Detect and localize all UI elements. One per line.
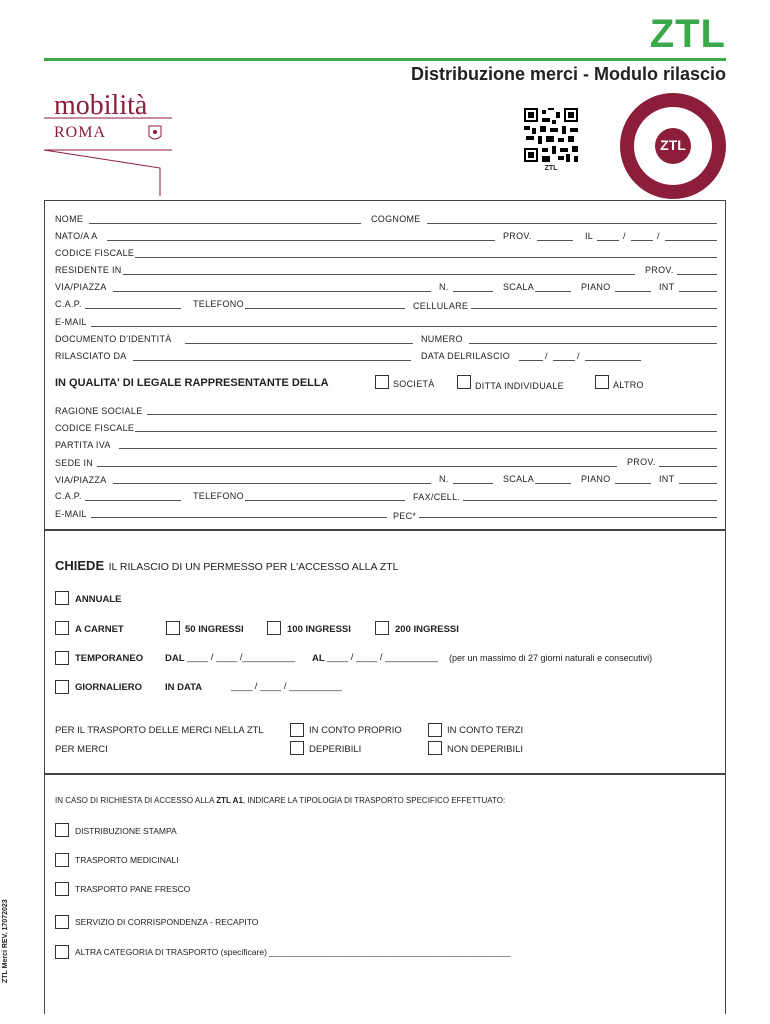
company-scala-field[interactable] <box>535 483 571 484</box>
al-label: AL <box>312 653 325 664</box>
telefono-label: TELEFONO <box>193 299 244 309</box>
trasporto-pane-label: TRASPORTO PANE FRESCO <box>75 884 191 894</box>
deperibili-label: DEPERIBILI <box>309 744 362 755</box>
corrispondenza-label: SERVIZIO DI CORRISPONDENZA - RECAPITO <box>75 917 259 927</box>
distribuzione-stampa-checkbox[interactable] <box>55 823 69 837</box>
company-email-label: E-MAIL <box>55 509 87 519</box>
ztl-a1-intro-pre: IN CASO DI RICHIESTA DI ACCESSO ALLA <box>55 796 217 805</box>
deperibili-checkbox[interactable] <box>290 741 304 755</box>
carnet-200-label: 200 INGRESSI <box>395 624 459 635</box>
distribuzione-stampa-label: DISTRIBUZIONE STAMPA <box>75 826 177 836</box>
temporaneo-checkbox[interactable] <box>55 651 69 665</box>
sede-in-label: SEDE IN <box>55 458 94 468</box>
rilasciato-field[interactable] <box>133 360 411 361</box>
ditta-individuale-label: DITTA INDIVIDUALE <box>475 381 564 391</box>
conto-terzi-checkbox[interactable] <box>428 723 442 737</box>
cap-field[interactable] <box>85 308 181 309</box>
al-date-field[interactable]: ____ / ____ / __________ <box>327 652 438 663</box>
prov-label: PROV. <box>503 231 532 241</box>
logo-frame-icon <box>44 88 184 200</box>
data-rilascio-label: DATA DELRILASCIO <box>421 351 510 361</box>
via-piazza-field[interactable] <box>113 291 431 292</box>
birth-day-field[interactable] <box>597 240 619 241</box>
giornaliero-checkbox[interactable] <box>55 680 69 694</box>
a-carnet-label: A CARNET <box>75 624 124 635</box>
ztl-brand-text: ZTL <box>649 12 726 56</box>
qualita-heading: IN QUALITA' DI LEGALE RAPPRESENTANTE DELLA <box>55 377 329 389</box>
codice-fiscale-label: CODICE FISCALE <box>55 248 135 258</box>
trasporto-medicinali-label: TRASPORTO MEDICINALI <box>75 855 179 865</box>
company-n-label: N. <box>439 474 449 484</box>
trasporto-medicinali-checkbox[interactable] <box>55 853 69 867</box>
company-codice-fiscale-field[interactable] <box>135 431 717 432</box>
via-piazza-label: VIA/PIAZZA <box>55 282 107 292</box>
altro-label: ALTRO <box>613 380 644 390</box>
scala-label: SCALA <box>503 282 535 292</box>
company-via-field[interactable] <box>113 483 431 484</box>
fax-field[interactable] <box>463 500 717 501</box>
conto-proprio-checkbox[interactable] <box>290 723 304 737</box>
company-telefono-field[interactable] <box>245 500 405 501</box>
non-deperibili-checkbox[interactable] <box>428 741 442 755</box>
residente-field[interactable] <box>123 274 635 275</box>
date-separator: / <box>623 231 626 241</box>
ztl-a1-intro <box>55 796 505 805</box>
altra-categoria-label[interactable]: ALTRA CATEGORIA DI TRASPORTO (specificare) ___________________________________________________ <box>75 947 511 957</box>
partita-iva-field[interactable] <box>119 448 717 449</box>
merci-label: PER MERCI <box>55 744 108 755</box>
request-section <box>44 530 726 774</box>
civic-number-field[interactable] <box>453 291 493 292</box>
revision-label: ZTL Merci REV. 17072023 <box>2 899 9 983</box>
carnet-100-checkbox[interactable] <box>267 621 281 635</box>
societa-label: SOCIETÀ <box>393 379 435 389</box>
numero-label: NUMERO <box>421 334 463 344</box>
prov-label: PROV. <box>645 265 674 275</box>
request-heading-text: IL RILASCIO DI UN PERMESSO PER L'ACCESSO ALLA ZTL <box>108 561 399 573</box>
company-civic-field[interactable] <box>453 483 493 484</box>
birth-month-field[interactable] <box>631 240 653 241</box>
residente-label: RESIDENTE IN <box>55 265 122 275</box>
company-cap-field[interactable] <box>85 500 181 501</box>
residente-prov-field[interactable] <box>677 274 717 275</box>
logo-city: ROMA <box>54 124 107 141</box>
a-carnet-checkbox[interactable] <box>55 621 69 635</box>
carnet-200-checkbox[interactable] <box>375 621 389 635</box>
email-label: E-MAIL <box>55 317 87 327</box>
conto-proprio-label: IN CONTO PROPRIO <box>309 725 402 736</box>
company-int-label: INT <box>659 474 675 484</box>
annuale-checkbox[interactable] <box>55 591 69 605</box>
header-rule <box>44 58 726 61</box>
qr-code-icon <box>524 108 578 162</box>
nato-a-label: NATO/A A <box>55 231 98 241</box>
sede-in-field[interactable] <box>97 466 617 467</box>
altra-categoria-checkbox[interactable] <box>55 945 69 959</box>
document-title: Distribuzione merci - Modulo rilascio <box>410 64 726 84</box>
date-separator: / <box>577 351 580 361</box>
conto-terzi-label: IN CONTO TERZI <box>447 725 524 736</box>
ztl-a1-section <box>44 774 726 1014</box>
nome-label: NOME <box>55 214 84 224</box>
altro-checkbox[interactable] <box>595 375 609 389</box>
company-int-field[interactable] <box>679 483 717 484</box>
mobilita-roma-logo <box>44 88 184 200</box>
giornaliero-label: GIORNALIERO <box>75 682 143 693</box>
ditta-individuale-checkbox[interactable] <box>457 375 471 389</box>
request-heading <box>55 557 398 575</box>
dal-date-field[interactable]: ____ / ____ /__________ <box>187 652 296 663</box>
trasporto-label: PER IL TRASPORTO DELLE MERCI NELLA ZTL <box>55 725 264 736</box>
cap-label: C.A.P. <box>55 299 82 309</box>
prov-field[interactable] <box>537 240 573 241</box>
cognome-label: COGNOME <box>371 214 421 224</box>
date-separator: / <box>545 351 548 361</box>
carnet-50-checkbox[interactable] <box>166 621 180 635</box>
date-separator: / <box>657 231 660 241</box>
birth-year-field[interactable] <box>665 240 717 241</box>
ztl-a1-intro-bold: ZTL A1 <box>216 796 243 805</box>
dal-label: DAL <box>165 653 185 664</box>
non-deperibili-label: NON DEPERIBILI <box>447 744 524 755</box>
ragione-sociale-field[interactable] <box>147 414 717 415</box>
company-prov-field[interactable] <box>659 466 717 467</box>
temporaneo-label: TEMPORANEO <box>75 653 144 664</box>
company-telefono-label: TELEFONO <box>193 491 244 501</box>
pec-field[interactable] <box>419 517 717 518</box>
piano-field[interactable] <box>615 291 651 292</box>
ztl-sign-text: ZTL <box>660 137 686 153</box>
documento-field[interactable] <box>185 343 413 344</box>
documento-label: DOCUMENTO D'IDENTITÀ <box>55 334 172 344</box>
giornaliero-date-field[interactable]: ____ / ____ / __________ <box>231 681 342 692</box>
interno-field[interactable] <box>679 291 717 292</box>
in-data-label: IN DATA <box>165 682 203 693</box>
cognome-field[interactable] <box>427 223 717 224</box>
corrispondenza-checkbox[interactable] <box>55 915 69 929</box>
il-label: IL <box>585 231 594 241</box>
piano-label: PIANO <box>581 282 611 292</box>
company-piano-label: PIANO <box>581 474 611 484</box>
company-via-label: VIA/PIAZZA <box>55 475 107 485</box>
company-email-field[interactable] <box>91 517 387 518</box>
cellulare-field[interactable] <box>471 308 717 309</box>
rilascio-year-field[interactable] <box>585 360 641 361</box>
carnet-100-label: 100 INGRESSI <box>287 624 351 635</box>
company-cap-label: C.A.P. <box>55 491 82 501</box>
numero-field[interactable] <box>469 343 717 344</box>
ragione-sociale-label: RAGIONE SOCIALE <box>55 406 143 416</box>
qr-label: ZTL <box>544 165 558 172</box>
company-prov-label: PROV. <box>627 457 656 467</box>
pec-label: PEC* <box>393 511 417 521</box>
ztl-sign-icon <box>620 93 726 199</box>
applicant-section <box>44 200 726 530</box>
email-field[interactable] <box>91 326 717 327</box>
societa-checkbox[interactable] <box>375 375 389 389</box>
trasporto-pane-checkbox[interactable] <box>55 882 69 896</box>
telefono-field[interactable] <box>245 308 405 309</box>
scala-field[interactable] <box>535 291 571 292</box>
rilascio-day-field[interactable] <box>519 360 543 361</box>
fax-label: FAX/CELL. <box>413 492 461 502</box>
partita-iva-label: PARTITA IVA <box>55 440 111 450</box>
company-scala-label: SCALA <box>503 474 535 484</box>
logo-word: mobilità <box>54 90 148 121</box>
chiede-label: CHIEDE <box>55 558 105 573</box>
cellulare-label: CELLULARE <box>413 301 469 311</box>
rilascio-month-field[interactable] <box>553 360 575 361</box>
ztl-a1-intro-post: , INDICARE LA TIPOLOGIA DI TRASPORTO SPECIFICO EFFETTUATO: <box>242 796 506 805</box>
n-label: N. <box>439 282 449 292</box>
nato-a-field[interactable] <box>107 240 495 241</box>
carnet-50-label: 50 INGRESSI <box>185 624 244 635</box>
codice-fiscale-field[interactable] <box>135 257 717 258</box>
nome-field[interactable] <box>89 223 361 224</box>
rilasciato-label: RILASCIATO DA <box>55 351 127 361</box>
company-codice-fiscale-label: CODICE FISCALE <box>55 423 135 433</box>
temporaneo-note: (per un massimo di 27 giorni naturali e consecutivi) <box>449 653 653 663</box>
annuale-label: ANNUALE <box>75 594 122 605</box>
int-label: INT <box>659 282 675 292</box>
company-piano-field[interactable] <box>615 483 651 484</box>
